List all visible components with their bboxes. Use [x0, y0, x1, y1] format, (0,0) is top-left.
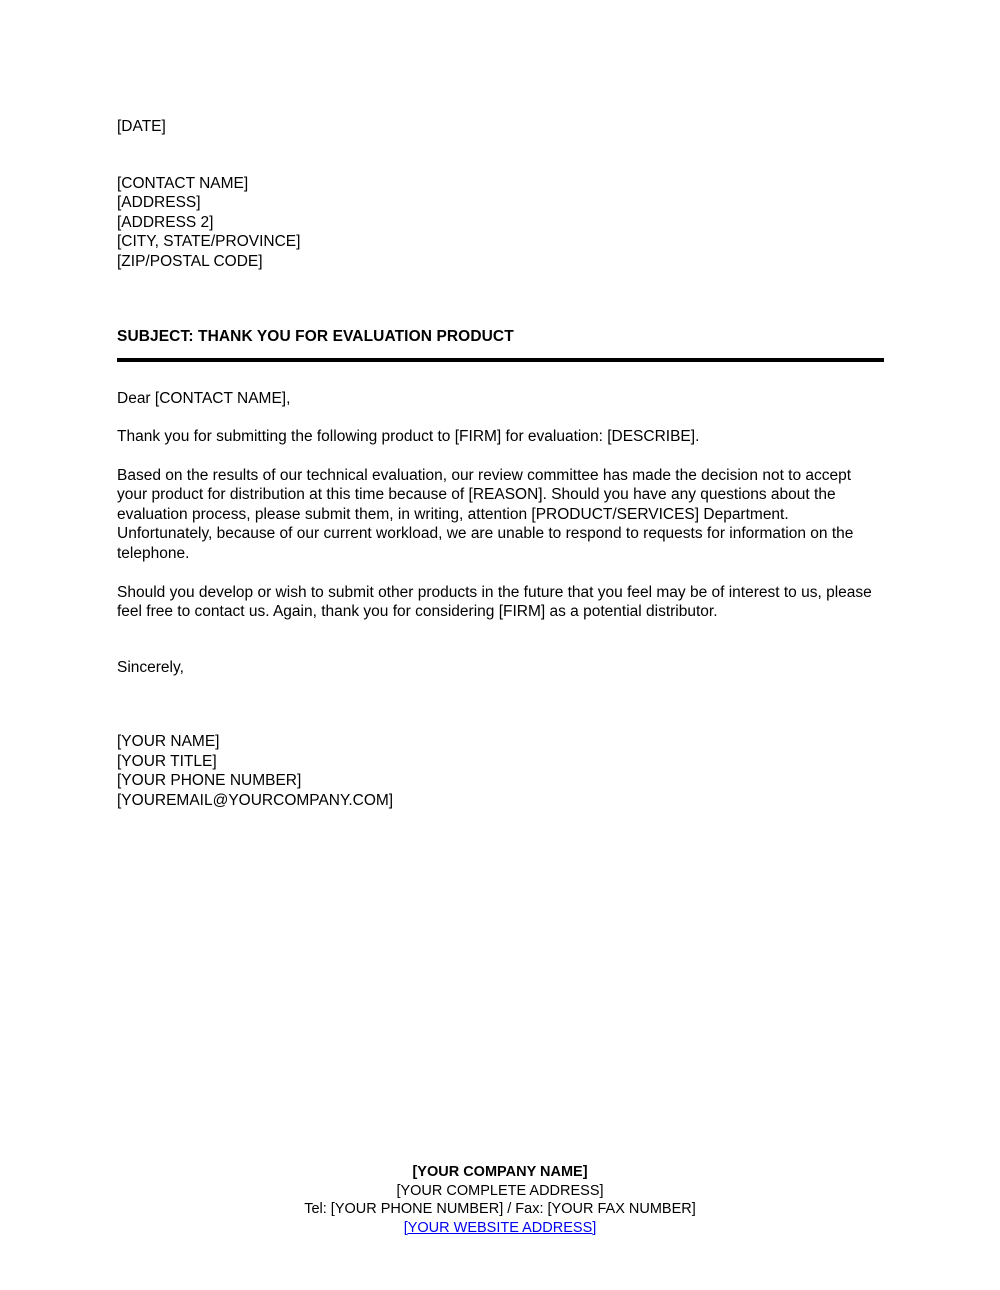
- page-footer: [0, 1163, 1000, 1237]
- letter-content: [117, 0, 884, 810]
- subject-line: SUBJECT: THANK YOU FOR EVALUATION PRODUCT: [117, 328, 514, 345]
- closing-line: Sincerely,: [117, 658, 184, 676]
- footer-contact: Tel: [YOUR PHONE NUMBER] / Fax: [YOUR FAX NUMBER]: [304, 1201, 696, 1217]
- recipient-line: [ADDRESS]: [117, 194, 201, 211]
- body-paragraph: Should you develop or wish to submit other products in the future that you feel may be of interest to us, please feel free to contact us. Again, thank you for considering [FIRM] as a potential distributor.: [117, 583, 872, 621]
- footer-website-line: [0, 1219, 1000, 1238]
- signature-line: [YOUREMAIL@YOURCOMPANY.COM]: [117, 791, 394, 809]
- website-link[interactable]: [YOUR WEBSITE ADDRESS]: [403, 1219, 597, 1236]
- footer-address: [YOUR COMPLETE ADDRESS]: [396, 1182, 604, 1199]
- recipient-address-block: [117, 174, 884, 272]
- signature-line: [YOUR PHONE NUMBER]: [117, 772, 302, 790]
- footer-company-name: [YOUR COMPANY NAME]: [412, 1164, 588, 1180]
- recipient-line: [ADDRESS 2]: [117, 213, 214, 231]
- signature-line: [YOUR TITLE]: [117, 752, 217, 770]
- salutation: Dear [CONTACT NAME],: [117, 389, 291, 407]
- recipient-line: [CITY, STATE/PROVINCE]: [117, 233, 301, 250]
- subject-divider-rule: [117, 358, 884, 362]
- recipient-line: [CONTACT NAME]: [117, 174, 249, 192]
- signature-block: [117, 732, 884, 810]
- date-line: [DATE]: [117, 118, 166, 135]
- signature-line: [YOUR NAME]: [117, 733, 220, 751]
- body-paragraph: Thank you for submitting the following product to [FIRM] for evaluation: [DESCRIBE].: [117, 428, 700, 445]
- body-paragraph: Based on the results of our technical evaluation, our review committee has made the decision not to accept your product for distribution at this time because of [REASON]. Should you have any questions about the evaluation process, please submit them, in writing, attention [PRODUCT/SERVICES] Department. Unfortunately, because of our current workload, we are unable to respond to requests for information on the telephone.: [117, 466, 854, 562]
- recipient-line: [ZIP/POSTAL CODE]: [117, 252, 263, 270]
